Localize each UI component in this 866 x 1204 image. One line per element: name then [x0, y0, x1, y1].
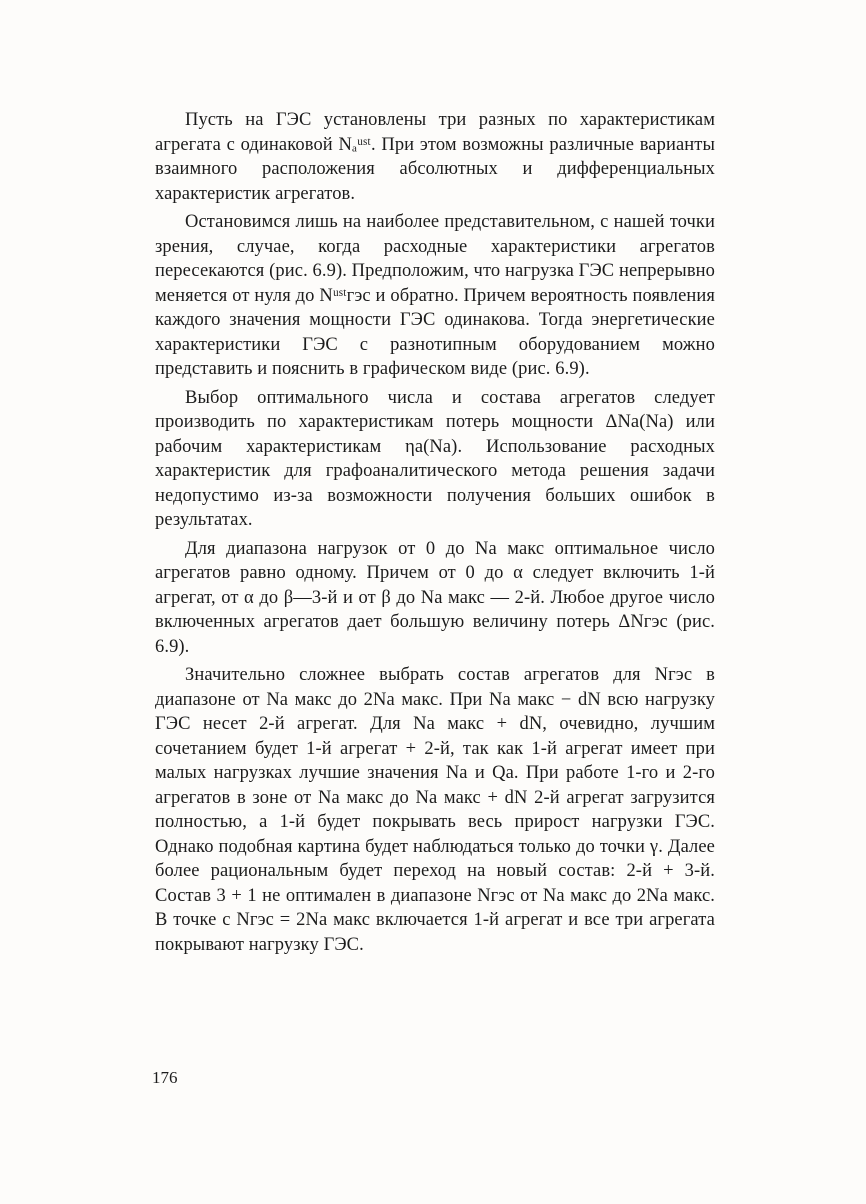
body-text: [155, 108, 715, 959]
paragraph-1: Пусть на ГЭС установлены три разных по характеристикам агрегата с одинаковой Nₐᵘˢᵗ. При этом возможны различные варианты взаимного расположения абсолютных и дифференциальных характеристик агрегатов.: [155, 110, 715, 204]
paragraph-5: Значительно сложнее выбрать состав агрегатов для Nгэс в диапазоне от Na макс до 2Na макс. При Na макс − dN всю нагрузку ГЭС несет 2-й агрегат. Для Na макс + dN, очевидно, лучшим сочетанием будет 1-й агрегат + 2-й, так как 1-й агрегат имеет при малых нагрузках лучшие значения Na и Qa. При работе 1-го и 2-го агрегатов в зоне от Na макс до Na макс + dN 2-й агрегат загрузится полностью, а 1-й будет покрывать весь прирост нагрузки ГЭС. Однако подобная картина будет наблюдаться только до точки γ. Далее более рациональным будет переход на новый состав: 2-й + 3-й. Состав 3 + 1 не оптимален в диапазоне Nгэс от Na макс до 2Na макс. В точке с Nгэс = 2Na макс включается 1-й агрегат и все три агрегата покрывают нагрузку ГЭС.: [155, 665, 715, 955]
paragraph-3: Выбор оптимального числа и состава агрегатов следует производить по характеристикам потерь мощности ΔNa(Na) или рабочим характеристикам ηa(Na). Использование расходных характеристик для графоаналитического метода решения задачи недопустимо из-за возможности получения больших ошибок в результатах.: [155, 387, 715, 530]
page-number: 176: [152, 1068, 178, 1087]
paragraph-2: Остановимся лишь на наиболее представительном, с нашей точки зрения, случае, когда расходные характеристики агрегатов пересекаются (рис. 6.9). Предположим, что нагрузка ГЭС непрерывно меняется от нуля до Nᵘˢᵗгэс и обратно. Причем вероятность появления каждого значения мощности ГЭС одинакова. Тогда энергетические характеристики ГЭС с разнотипным оборудованием можно представить и пояснить в графическом виде (рис. 6.9).: [155, 212, 715, 379]
paragraph-4: Для диапазона нагрузок от 0 до Na макс оптимальное число агрегатов равно одному. Причем от 0 до α следует включить 1-й агрегат, от α до β—3-й и от β до Na макс — 2-й. Любое другое число включенных агрегатов дает большую величину потерь ΔNгэс (рис. 6.9).: [155, 538, 715, 657]
